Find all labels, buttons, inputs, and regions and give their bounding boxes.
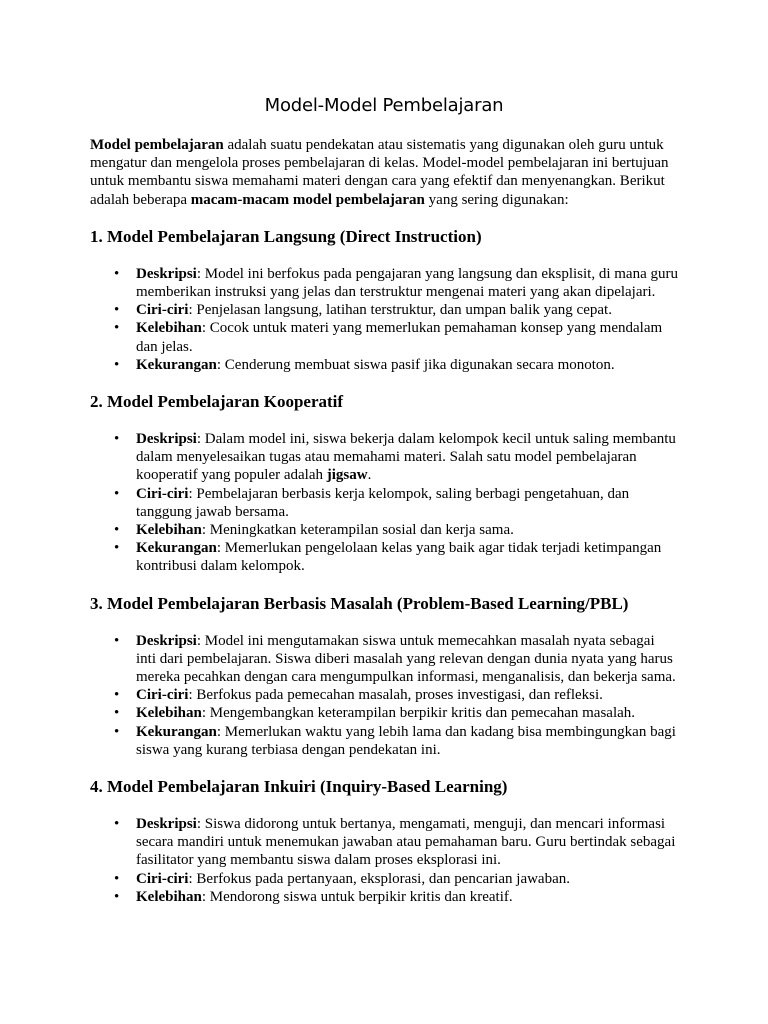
bullet-icon: •: [114, 485, 120, 502]
intro-paragraph: [90, 136, 678, 209]
bullet-icon: •: [114, 302, 120, 319]
item-label: Deskripsi: [136, 431, 197, 448]
item-separator: :: [196, 431, 205, 448]
bullet-icon: •: [114, 687, 120, 704]
bullet-icon: •: [114, 265, 120, 282]
list-item: [114, 888, 678, 906]
list-item: [114, 356, 678, 374]
item-separator: :: [188, 485, 197, 502]
document-title: Model-Model Pembelajaran: [264, 95, 504, 116]
section-list-3: [90, 632, 678, 759]
list-item: [114, 265, 678, 301]
item-bold-term: jigsaw: [326, 467, 368, 484]
list-item: [114, 704, 678, 722]
item-label: Ciri-ciri: [136, 485, 189, 502]
item-text: Memerlukan waktu yang lebih lama dan kadang bisa membingungkan bagi siswa yang kurang terbiasa dengan pendekatan ini.: [136, 723, 676, 758]
item-separator: :: [216, 356, 225, 373]
item-text: Cocok untuk materi yang memerlukan pemahaman konsep yang mendalam dan jelas.: [136, 320, 663, 355]
section-list-2: [90, 430, 678, 576]
section-heading-1: 1. Model Pembelajaran Langsung (Direct Instruction): [90, 226, 482, 246]
item-separator: :: [196, 265, 205, 282]
bullet-icon: •: [114, 320, 120, 337]
item-text: Model ini berfokus pada pengajaran yang langsung dan eksplisit, di mana guru memberikan instruksi yang jelas dan terstruktur mengenai materi yang akan dipelajari.: [136, 265, 678, 301]
item-label: Kelebihan: [136, 522, 202, 539]
item-separator: :: [196, 632, 205, 649]
section-heading-3: 3. Model Pembelajaran Berbasis Masalah (Problem-Based Learning/PBL): [90, 593, 629, 613]
item-label: Kekurangan: [136, 540, 217, 557]
intro-bold-phrase: macam-macam model pembelajaran: [190, 191, 425, 208]
item-separator: :: [196, 816, 205, 833]
bullet-icon: •: [114, 431, 120, 448]
list-item: [114, 870, 678, 888]
bullet-icon: •: [114, 632, 120, 649]
intro-text-end: yang sering digunakan:: [424, 191, 569, 208]
item-text: Penjelasan langsung, latihan terstruktur, dan umpan balik yang cepat.: [196, 302, 612, 319]
item-separator: :: [216, 723, 225, 740]
item-label: Ciri-ciri: [136, 870, 189, 887]
list-item: [114, 632, 678, 687]
intro-text: adalah suatu pendekatan atau sistematis yang digunakan oleh guru untuk mengatur dan mengelola proses pembelajaran di kelas. Model-model pembelajaran ini bertujuan untuk membantu siswa memahami materi dengan cara yang efektif dan menyenangkan. Berikut adalah beberapa: [90, 137, 669, 208]
item-separator: :: [216, 540, 225, 557]
section-heading-4: 4. Model Pembelajaran Inkuiri (Inquiry-Based Learning): [90, 777, 508, 797]
bullet-icon: •: [114, 816, 120, 833]
bullet-icon: •: [114, 888, 120, 905]
intro-bold-term: Model pembelajaran: [90, 137, 224, 153]
item-label: Kelebihan: [136, 705, 202, 722]
bullet-icon: •: [114, 870, 120, 887]
list-item: [114, 430, 678, 485]
list-item: [114, 521, 678, 539]
item-label: Deskripsi: [136, 265, 197, 282]
section-heading-2: 2. Model Pembelajaran Kooperatif: [90, 392, 344, 412]
item-label: Deskripsi: [136, 816, 197, 833]
item-label: Kelebihan: [136, 888, 202, 905]
item-separator: :: [188, 302, 197, 319]
item-label: Kekurangan: [136, 723, 217, 740]
item-separator: :: [188, 687, 197, 704]
item-label: Kelebihan: [136, 320, 202, 337]
bullet-icon: •: [114, 356, 120, 373]
item-text: Model ini mengutamakan siswa untuk memecahkan masalah nyata sebagai inti dari pembelajaran. Siswa diberi masalah yang relevan dengan dunia nyata yang harus mereka pecahkan dengan cara mengumpulkan informasi, menganalisis, dan bekerja sama.: [136, 632, 676, 686]
list-item: [114, 301, 678, 319]
item-label: Ciri-ciri: [136, 687, 189, 704]
bullet-icon: •: [114, 723, 120, 740]
item-text: Mendorong siswa untuk berpikir kritis dan kreatif.: [209, 888, 513, 905]
item-label: Kekurangan: [136, 356, 217, 373]
item-text: Pembelajaran berbasis kerja kelompok, saling berbagi pengetahuan, dan tanggung jawab bersama.: [136, 485, 630, 520]
item-text-end: .: [367, 467, 372, 484]
section-list-4: [90, 815, 678, 906]
list-item: [114, 815, 678, 870]
item-text: Berfokus pada pertanyaan, eksplorasi, dan pencarian jawaban.: [196, 870, 570, 887]
item-text: Mengembangkan keterampilan berpikir kritis dan pemecahan masalah.: [209, 705, 636, 722]
item-separator: :: [201, 320, 210, 337]
item-label: Ciri-ciri: [136, 302, 189, 319]
list-item: [114, 319, 678, 355]
item-label: Deskripsi: [136, 632, 197, 649]
list-item: [114, 485, 678, 521]
item-text: Meningkatkan keterampilan sosial dan kerja sama.: [209, 522, 514, 539]
item-separator: :: [188, 870, 197, 887]
bullet-icon: •: [114, 540, 120, 557]
item-text: Siswa didorong untuk bertanya, mengamati, menguji, dan mencari informasi secara mandiri untuk menemukan jawaban atau pemahaman baru. Guru bertindak sebagai fasilitator yang membantu siswa dalam proses eksplorasi ini.: [136, 816, 676, 869]
list-item: [114, 686, 678, 704]
item-text: Memerlukan pengelolaan kelas yang baik agar tidak terjadi ketimpangan kontribusi dalam kelompok.: [136, 540, 662, 575]
item-separator: :: [201, 888, 210, 905]
section-list-1: [90, 265, 678, 374]
item-text: Dalam model ini, siswa bekerja dalam kelompok kecil untuk saling membantu dalam menyelesaikan tugas atau memahami materi. Salah satu model pembelajaran kooperatif yang populer adalah: [136, 431, 676, 484]
item-separator: :: [201, 705, 210, 722]
bullet-icon: •: [114, 705, 120, 722]
item-text: Berfokus pada pemecahan masalah, proses investigasi, dan refleksi.: [196, 687, 603, 704]
bullet-icon: •: [114, 522, 120, 539]
item-text: Cenderung membuat siswa pasif jika digunakan secara monoton.: [224, 356, 615, 373]
item-separator: :: [201, 522, 210, 539]
list-item: [114, 539, 678, 575]
list-item: [114, 723, 678, 759]
